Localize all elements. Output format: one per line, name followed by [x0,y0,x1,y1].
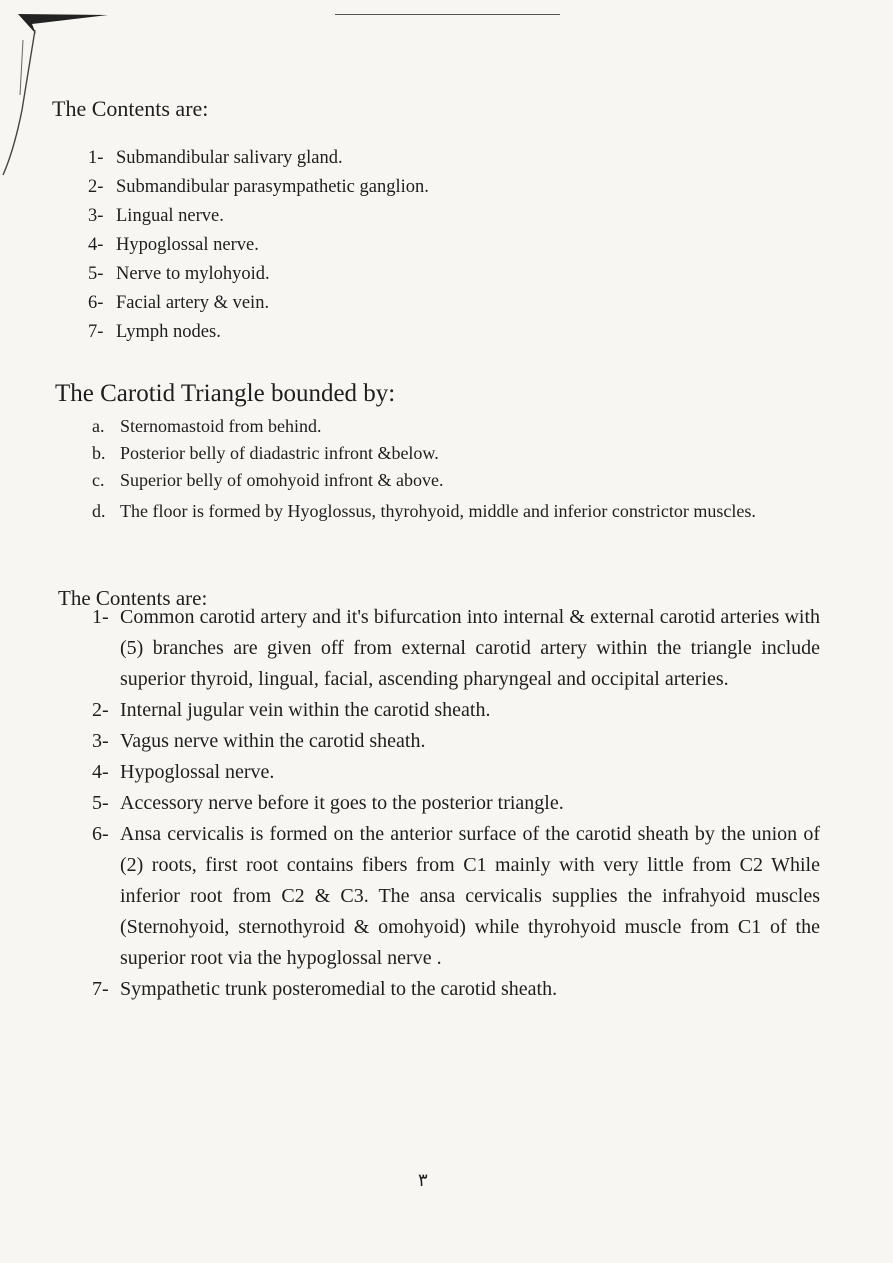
item-number: 1- [92,606,109,628]
list-item [88,202,508,231]
item-text: Sympathetic trunk posteromedial to the carotid sheath. [120,978,558,1000]
item-number: c. [92,470,105,490]
list-item [88,318,508,347]
item-number: 3- [88,206,104,226]
item-number: 1- [88,148,104,168]
item-text: The floor is formed by Hyoglossus, thyrohyoid, middle and inferior constrictor muscles. [120,501,756,521]
item-text: Common carotid artery and it's bifurcation into internal & external carotid arteries with (5) branches are given off from external carotid artery within the triangle include superior thyroid, lingual, facial, ascending pharyngeal and occipital arteries. [120,606,820,690]
item-text: Superior belly of omohyoid infront & above. [120,470,444,490]
item-number: 7- [92,978,109,1000]
item-text: Vagus nerve within the carotid sheath. [120,730,426,752]
item-text: Hypoglossal nerve. [120,761,275,783]
item-text: Ansa cervicalis is formed on the anterior surface of the carotid sheath by the union of (2) roots, first root contains fibers from C1 mainly with very little from C2 While inferior root from C2 & C3. The ansa cervicalis supplies the infrahyoid muscles (Sternohyoid, sternothyroid & omohyoid) while thyrohyoid muscle from C1 of the superior root via the hypoglossal nerve . [120,823,820,969]
item-text: Posterior belly of diadastric infront &below. [120,443,439,463]
item-number: a. [92,416,105,436]
list-item [92,819,820,974]
list-item [88,144,508,173]
item-number: 4- [92,761,109,783]
item-number: 3- [92,730,109,752]
list-item [92,440,812,467]
item-number: 7- [88,322,104,342]
item-text: Submandibular salivary gland. [116,148,343,168]
list-item [92,602,820,695]
scan-top-rule [335,14,560,15]
section3-list [92,602,820,1005]
item-text: Facial artery & vein. [116,293,270,313]
item-text: Lingual nerve. [116,206,224,226]
list-item [92,974,820,1005]
item-number: b. [92,443,106,463]
list-item [88,260,508,289]
page-number: ٣ [418,1170,428,1190]
item-number: 6- [92,823,109,845]
list-item [88,289,508,318]
section2-list [92,413,812,528]
list-item [88,231,508,260]
section1-heading: The Contents are: [52,96,209,121]
list-item [92,695,820,726]
item-text: Nerve to mylohyoid. [116,264,270,284]
list-item [92,788,820,819]
item-number: 6- [88,293,104,313]
item-number: 5- [88,264,104,284]
item-number: 4- [88,235,104,255]
list-item [92,726,820,757]
item-number: 2- [92,699,109,721]
list-item [88,173,508,202]
section3-heading: The Contents are: [58,586,208,610]
item-text: Submandibular parasympathetic ganglion. [116,177,429,197]
list-item [92,757,820,788]
item-text: Internal jugular vein within the carotid sheath. [120,699,491,721]
item-number: d. [92,501,106,521]
section2-heading: The Carotid Triangle bounded by: [55,380,396,407]
item-text: Lymph nodes. [116,322,221,342]
section1-list [88,144,508,347]
list-item [92,467,812,494]
item-text: Accessory nerve before it goes to the posterior triangle. [120,792,564,814]
list-item [92,413,812,440]
item-text: Hypoglossal nerve. [116,235,259,255]
list-item [92,494,812,528]
item-number: 2- [88,177,104,197]
item-number: 5- [92,792,109,814]
item-text: Sternomastoid from behind. [120,416,322,436]
